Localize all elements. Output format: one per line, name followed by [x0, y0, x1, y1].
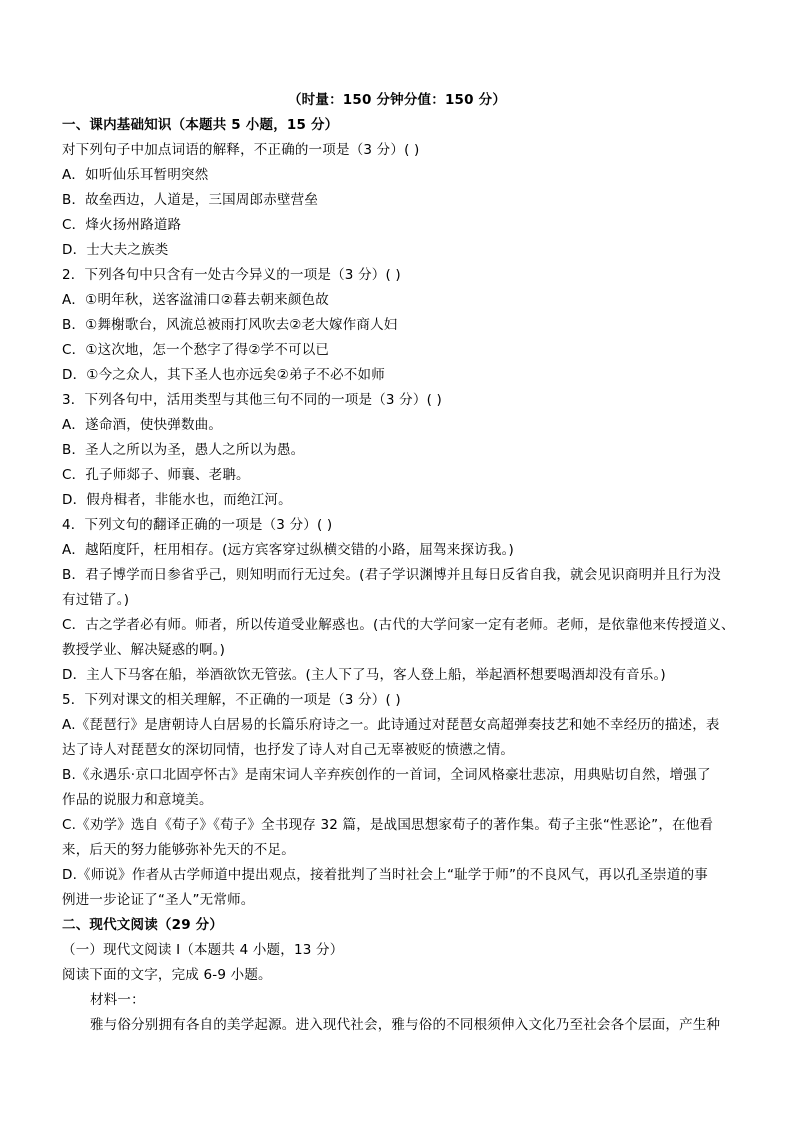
q5-option-a-line1: A.《琵琶行》是唐朝诗人白居易的长篇乐府诗之一。此诗通过对琵琶女高超弹奏技艺和她不幸经历的描述，表 [62, 717, 720, 733]
q5-stem: 5．下列对课文的相关理解，不正确的一项是（3 分）( ) [62, 692, 401, 708]
q4-option-a: A．越陌度阡，枉用相存。(远方宾客穿过纵横交错的小路，屈驾来探访我。) [62, 542, 515, 558]
q5-option-c-line2: 来，后天的努力能够弥补先天的不足。 [62, 842, 295, 858]
q4-option-d: D．主人下马客在船，举酒欲饮无管弦。(主人下了马，客人登上船，举起酒杯想要喝酒却没有音乐。) [62, 667, 666, 683]
q4-option-b-line1: B．君子博学而日参省乎己，则知明而行无过矣。(君子学识渊博并且每日反省自我，就会见识商明并且行为没 [62, 567, 721, 583]
time-score-header: （时量：150 分钟分值：150 分） [287, 92, 507, 108]
q3-option-b: B．圣人之所以为圣，愚人之所以为愚。 [62, 442, 305, 458]
reading-subsection-title: （一）现代文阅读 I（本题共 4 小题，13 分） [62, 942, 344, 958]
q1-option-d: D．士大夫之族类 [62, 242, 169, 258]
q1-option-c: C．烽火扬州路道路 [62, 217, 182, 233]
q3-option-c: C．孔子师郯子、师襄、老聃。 [62, 467, 250, 483]
q5-option-c-line1: C.《劝学》选自《荀子》《荀子》全书现存 32 篇，是战国思想家荀子的著作集。荀子主张“性恶论”，在他看 [62, 817, 714, 833]
q5-option-d-line1: D.《师说》作者从古学师道中提出观点，接着批判了当时社会上“耻学于师”的不良风气，再以孔圣崇道的事 [62, 867, 708, 883]
q2-stem: 2．下列各句中只含有一处古今异义的一项是（3 分）( ) [62, 267, 401, 283]
q5-option-a-line2: 达了诗人对琵琶女的深切同情，也抒发了诗人对自己无辜被贬的愤懑之情。 [62, 742, 515, 758]
section-1-title: 一、课内基础知识（本题共 5 小题，15 分） [62, 117, 339, 133]
q4-option-b-line2: 有过错了。) [62, 592, 130, 608]
q4-stem: 4．下列文句的翻译正确的一项是（3 分）( ) [62, 517, 333, 533]
q5-option-d-line2: 例进一步论证了“圣人”无常师。 [62, 892, 255, 908]
q5-option-b-line1: B.《永遇乐·京口北固亭怀古》是南宋词人辛弃疾创作的一首词，全词风格豪壮悲凉，用典贴切自然，增强了 [62, 767, 711, 783]
q3-stem: 3．下列各句中，活用类型与其他三句不同的一项是（3 分）( ) [62, 392, 442, 408]
q1-option-b: B．故垒西边，人道是，三国周郎赤壁营垒 [62, 192, 319, 208]
section-2-title: 二、现代文阅读（29 分） [62, 917, 224, 933]
q5-option-b-line2: 作品的说服力和意境美。 [62, 792, 213, 808]
q3-option-a: A．遂命酒，使快弹数曲。 [62, 417, 223, 433]
q1-option-a: A．如听仙乐耳暂明突然 [62, 167, 209, 183]
material-paragraph: 雅与俗分别拥有各自的美学起源。进入现代社会，雅与俗的不同根须伸入文化乃至社会各个层面，产生种 [90, 1017, 721, 1033]
q1-stem: 对下列句子中加点词语的解释，不正确的一项是（3 分）( ) [62, 142, 420, 158]
q3-option-d: D．假舟楫者，非能水也，而绝江河。 [62, 492, 292, 508]
q2-option-c: C．①这次地，怎一个愁字了得②学不可以已 [62, 342, 330, 358]
q2-option-a: A．①明年秋，送客湓浦口②暮去朝来颜色故 [62, 292, 329, 308]
reading-instruction: 阅读下面的文字，完成 6-9 小题。 [62, 967, 272, 983]
q4-option-c-line2: 教授学业、解决疑惑的啊。) [62, 642, 226, 658]
q2-option-d: D．①今之众人，其下圣人也亦远矣②弟子不必不如师 [62, 367, 385, 383]
material-label: 材料一： [90, 992, 145, 1008]
q4-option-c-line1: C．古之学者必有师。师者，所以传道受业解惑也。(古代的大学问家一定有老师。老师，是依靠他来传授道义、 [62, 617, 735, 633]
q2-option-b: B．①舞榭歌台，风流总被雨打风吹去②老大嫁作商人妇 [62, 317, 398, 333]
